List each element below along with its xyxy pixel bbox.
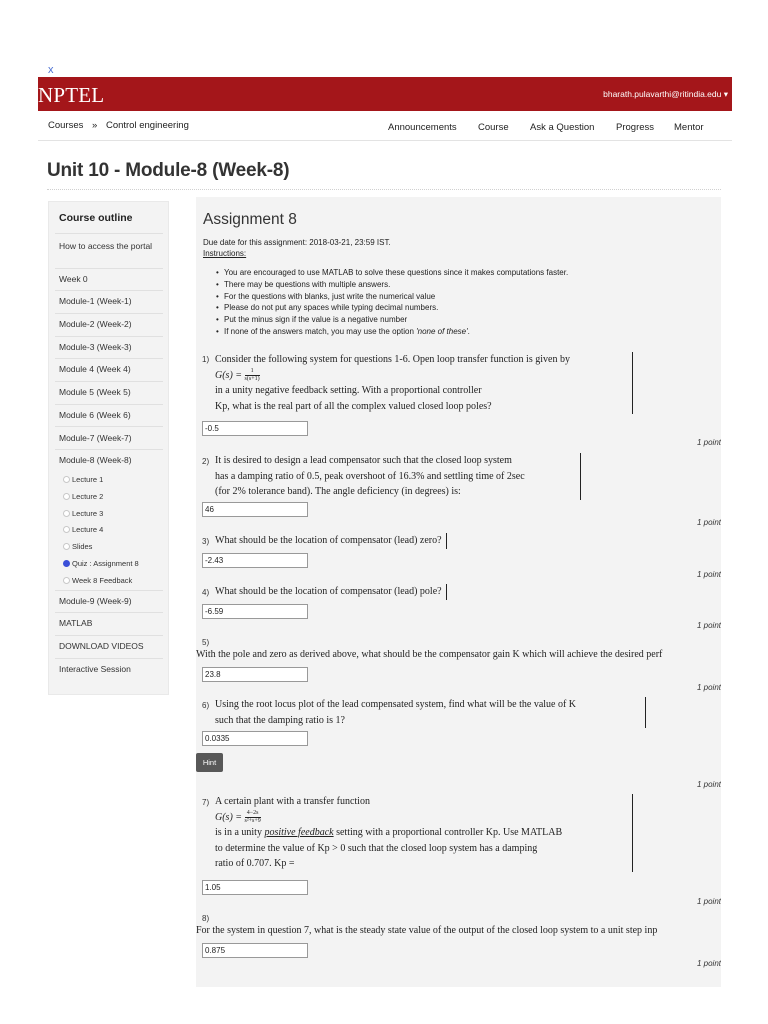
question-number: 5): [202, 638, 210, 647]
instruction-item: • For the questions with blanks, just write the numerical value: [216, 291, 716, 303]
question-line: such that the damping ratio is 1?: [215, 714, 345, 726]
answer-input-q4[interactable]: -6.59: [202, 604, 308, 619]
question-text-part: is in a unity: [215, 827, 265, 838]
question-7-text: [215, 794, 633, 872]
points-label: 1 point: [696, 438, 721, 447]
answer-input-q7[interactable]: 1.05: [202, 880, 308, 895]
nptel-logo[interactable]: NPTEL: [38, 83, 105, 107]
question-line: (for 2% tolerance band). The angle deficiency (in degrees) is:: [215, 486, 461, 497]
question-line: in a unity negative feedback setting. With a proportional controller: [215, 385, 482, 396]
question-line: Consider the following system for questions 1-6. Open loop transfer function is given by: [215, 354, 570, 365]
sidebar-item-module-7[interactable]: Module-7 (Week-7): [59, 433, 132, 443]
sub-navigation-bar: [38, 111, 732, 141]
question-4-text: What should be the location of compensator (lead) pole?: [215, 584, 447, 600]
answer-input-q6[interactable]: 0.0335: [202, 731, 308, 746]
question-line: has a damping ratio of 0.5, peak overshoot of 16.3% and settling time of 2sec: [215, 470, 525, 482]
answer-input-q1[interactable]: -0.5: [202, 421, 308, 436]
lecture-1-link[interactable]: [63, 475, 103, 484]
instruction-item: • There may be questions with multiple answers.: [216, 279, 716, 291]
nav-course[interactable]: Course: [478, 122, 509, 133]
question-number: 4): [202, 588, 210, 597]
instruction-emphasis: 'none of these': [416, 326, 468, 336]
unvisited-dot-icon: [63, 476, 70, 483]
current-item-dot-icon: [63, 560, 70, 567]
answer-input-q5[interactable]: 23.8: [202, 667, 308, 682]
question-5-text: With the pole and zero as derived above, what should be the compensator gain K which will achieve the desired perf: [196, 649, 663, 660]
question-8-text: For the system in question 7, what is the steady state value of the output of the closed loop system to a unit step inp: [196, 925, 658, 936]
lecture-label: Quiz : Assignment 8: [72, 559, 139, 568]
breadcrumb-current-course[interactable]: Control engineering: [105, 120, 189, 131]
sidebar-item-download-videos[interactable]: DOWNLOAD VIDEOS: [59, 641, 144, 651]
unvisited-dot-icon: [63, 526, 70, 533]
points-label: 1 point: [696, 621, 721, 630]
week-8-feedback-link[interactable]: [63, 576, 132, 585]
assignment-title: Assignment 8: [203, 211, 297, 228]
sidebar-item-matlab[interactable]: MATLAB: [59, 618, 93, 628]
points-label: 1 point: [696, 959, 721, 968]
fraction: [245, 368, 260, 383]
lecture-4-link[interactable]: [63, 525, 103, 534]
instructions-heading: Instructions:: [203, 249, 247, 258]
title-divider: [47, 189, 721, 190]
instruction-text: If none of the answers match, you may use the option: [224, 326, 417, 336]
page-title: Unit 10 - Module-8 (Week-8): [47, 160, 290, 181]
course-outline-sidebar: [48, 201, 169, 695]
divider: [55, 290, 163, 291]
question-number: 6): [202, 701, 210, 710]
equation-lhs: G(s) =: [215, 369, 245, 381]
divider: [55, 358, 163, 359]
divider: [55, 612, 163, 613]
question-line: It is desired to design a lead compensator such that the closed loop system: [215, 455, 512, 466]
divider: [55, 658, 163, 659]
sidebar-item-module-1[interactable]: Module-1 (Week-1): [59, 296, 132, 306]
nav-progress[interactable]: Progress: [616, 122, 655, 133]
sidebar-item-how-to-access[interactable]: How to access the portal: [59, 241, 153, 251]
lecture-2-link[interactable]: [63, 492, 103, 501]
points-label: 1 point: [696, 897, 721, 906]
question-number: 8): [202, 914, 210, 923]
sidebar-item-module-6[interactable]: Module 6 (Week 6): [59, 410, 131, 420]
course-outline-heading: Course outline: [59, 212, 133, 224]
points-label: 1 point: [696, 518, 721, 527]
question-number: 2): [202, 457, 210, 466]
assignment-panel: [196, 197, 721, 987]
points-label: 1 point: [696, 780, 721, 789]
breadcrumb: [48, 120, 189, 131]
divider: [55, 336, 163, 337]
sidebar-item-module-9[interactable]: Module-9 (Week-9): [59, 596, 132, 606]
lecture-label: Week 8 Feedback: [72, 576, 133, 585]
sidebar-item-module-4[interactable]: Module 4 (Week 4): [59, 364, 131, 374]
points-label: 1 point: [696, 683, 721, 692]
fraction: [245, 810, 261, 825]
answer-input-q8[interactable]: 0.875: [202, 943, 308, 958]
unvisited-dot-icon: [63, 510, 70, 517]
question-1-text: [215, 352, 633, 414]
question-3-text: What should be the location of compensator (lead) zero?: [215, 533, 447, 549]
question-text-part: setting with a proportional controller Kp. Use MATLAB: [333, 827, 563, 838]
lecture-label: Lecture 1: [72, 475, 104, 484]
fraction-denominator: s²+s+9: [244, 817, 261, 824]
points-label: 1 point: [696, 570, 721, 579]
nav-ask-a-question[interactable]: Ask a Question: [530, 122, 595, 133]
transfer-function: [215, 368, 628, 384]
question-line: Using the root locus plot of the lead compensated system, find what will be the value of K: [215, 699, 577, 710]
lecture-label: Lecture 4: [72, 525, 104, 534]
instruction-item: • You are encouraged to use MATLAB to solve these questions since it makes computations faster.: [216, 267, 716, 279]
question-6-text: [215, 697, 646, 728]
unvisited-dot-icon: [63, 543, 70, 550]
instruction-item: • Put the minus sign if the value is a negative number: [216, 314, 716, 326]
breadcrumb-separator: »: [92, 120, 98, 131]
instructions-list: [216, 267, 716, 338]
divider: [55, 381, 163, 382]
question-line: A certain plant with a transfer function: [215, 796, 370, 807]
nav-announcements[interactable]: Announcements: [388, 122, 457, 133]
divider: [55, 233, 163, 234]
transfer-function: [215, 810, 628, 826]
sidebar-item-week-0[interactable]: Week 0: [59, 274, 88, 284]
unvisited-dot-icon: [63, 493, 70, 500]
sidebar-item-module-3[interactable]: Module-3 (Week-3): [59, 342, 132, 352]
divider: [55, 449, 163, 450]
lecture-label: Lecture 2: [72, 492, 104, 501]
answer-input-q2[interactable]: 46: [202, 502, 308, 517]
equation-lhs: G(s) =: [215, 811, 245, 823]
instruction-item: [216, 326, 716, 338]
divider: [55, 404, 163, 405]
fraction-denominator: s(s+1): [244, 375, 260, 382]
instruction-item: • Please do not put any spaces while typing decimal numbers.: [216, 302, 716, 314]
divider: [55, 268, 163, 269]
close-icon[interactable]: x: [48, 64, 54, 76]
question-number: 1): [202, 355, 210, 364]
sidebar-item-module-5[interactable]: Module 5 (Week 5): [59, 387, 131, 397]
divider: [55, 426, 163, 427]
question-number: 7): [202, 798, 210, 807]
hint-button[interactable]: Hint: [196, 753, 223, 772]
instruction-text: .: [467, 326, 470, 336]
question-line: [215, 825, 628, 841]
divider: [55, 635, 163, 636]
divider: [55, 313, 163, 314]
fraction-numerator: 4−2s: [245, 810, 261, 818]
unvisited-dot-icon: [63, 577, 70, 584]
top-header-bar: [38, 77, 732, 111]
lecture-3-link[interactable]: [63, 509, 103, 518]
lecture-label: Slides: [72, 542, 93, 551]
breadcrumb-courses-link[interactable]: Courses: [48, 120, 84, 131]
quiz-assignment-8-link[interactable]: [63, 559, 139, 568]
question-line: ratio of 0.707. Kp =: [215, 858, 295, 869]
question-line: to determine the value of Kp > 0 such that the closed loop system has a damping: [215, 842, 538, 854]
question-emphasis: positive feedback: [264, 827, 334, 838]
question-number: 3): [202, 537, 210, 546]
question-line: Kp, what is the real part of all the complex valued closed loop poles?: [215, 400, 492, 412]
sidebar-item-module-2[interactable]: Module-2 (Week-2): [59, 319, 132, 329]
due-date-text: Due date for this assignment: 2018-03-21, 23:59 IST.: [203, 238, 391, 247]
question-2-text: [215, 453, 581, 500]
sidebar-item-module-8[interactable]: Module-8 (Week-8): [59, 455, 132, 465]
fraction-numerator: 1: [245, 368, 260, 376]
answer-input-q3[interactable]: -2.43: [202, 553, 308, 568]
slides-link[interactable]: [63, 542, 92, 551]
lecture-label: Lecture 3: [72, 509, 104, 518]
divider: [55, 590, 163, 591]
nav-mentor[interactable]: Mentor: [674, 122, 704, 133]
user-account-menu[interactable]: bharath.pulavarthi@ritindia.edu ▾: [603, 89, 728, 99]
sidebar-item-interactive-session[interactable]: Interactive Session: [59, 664, 131, 674]
